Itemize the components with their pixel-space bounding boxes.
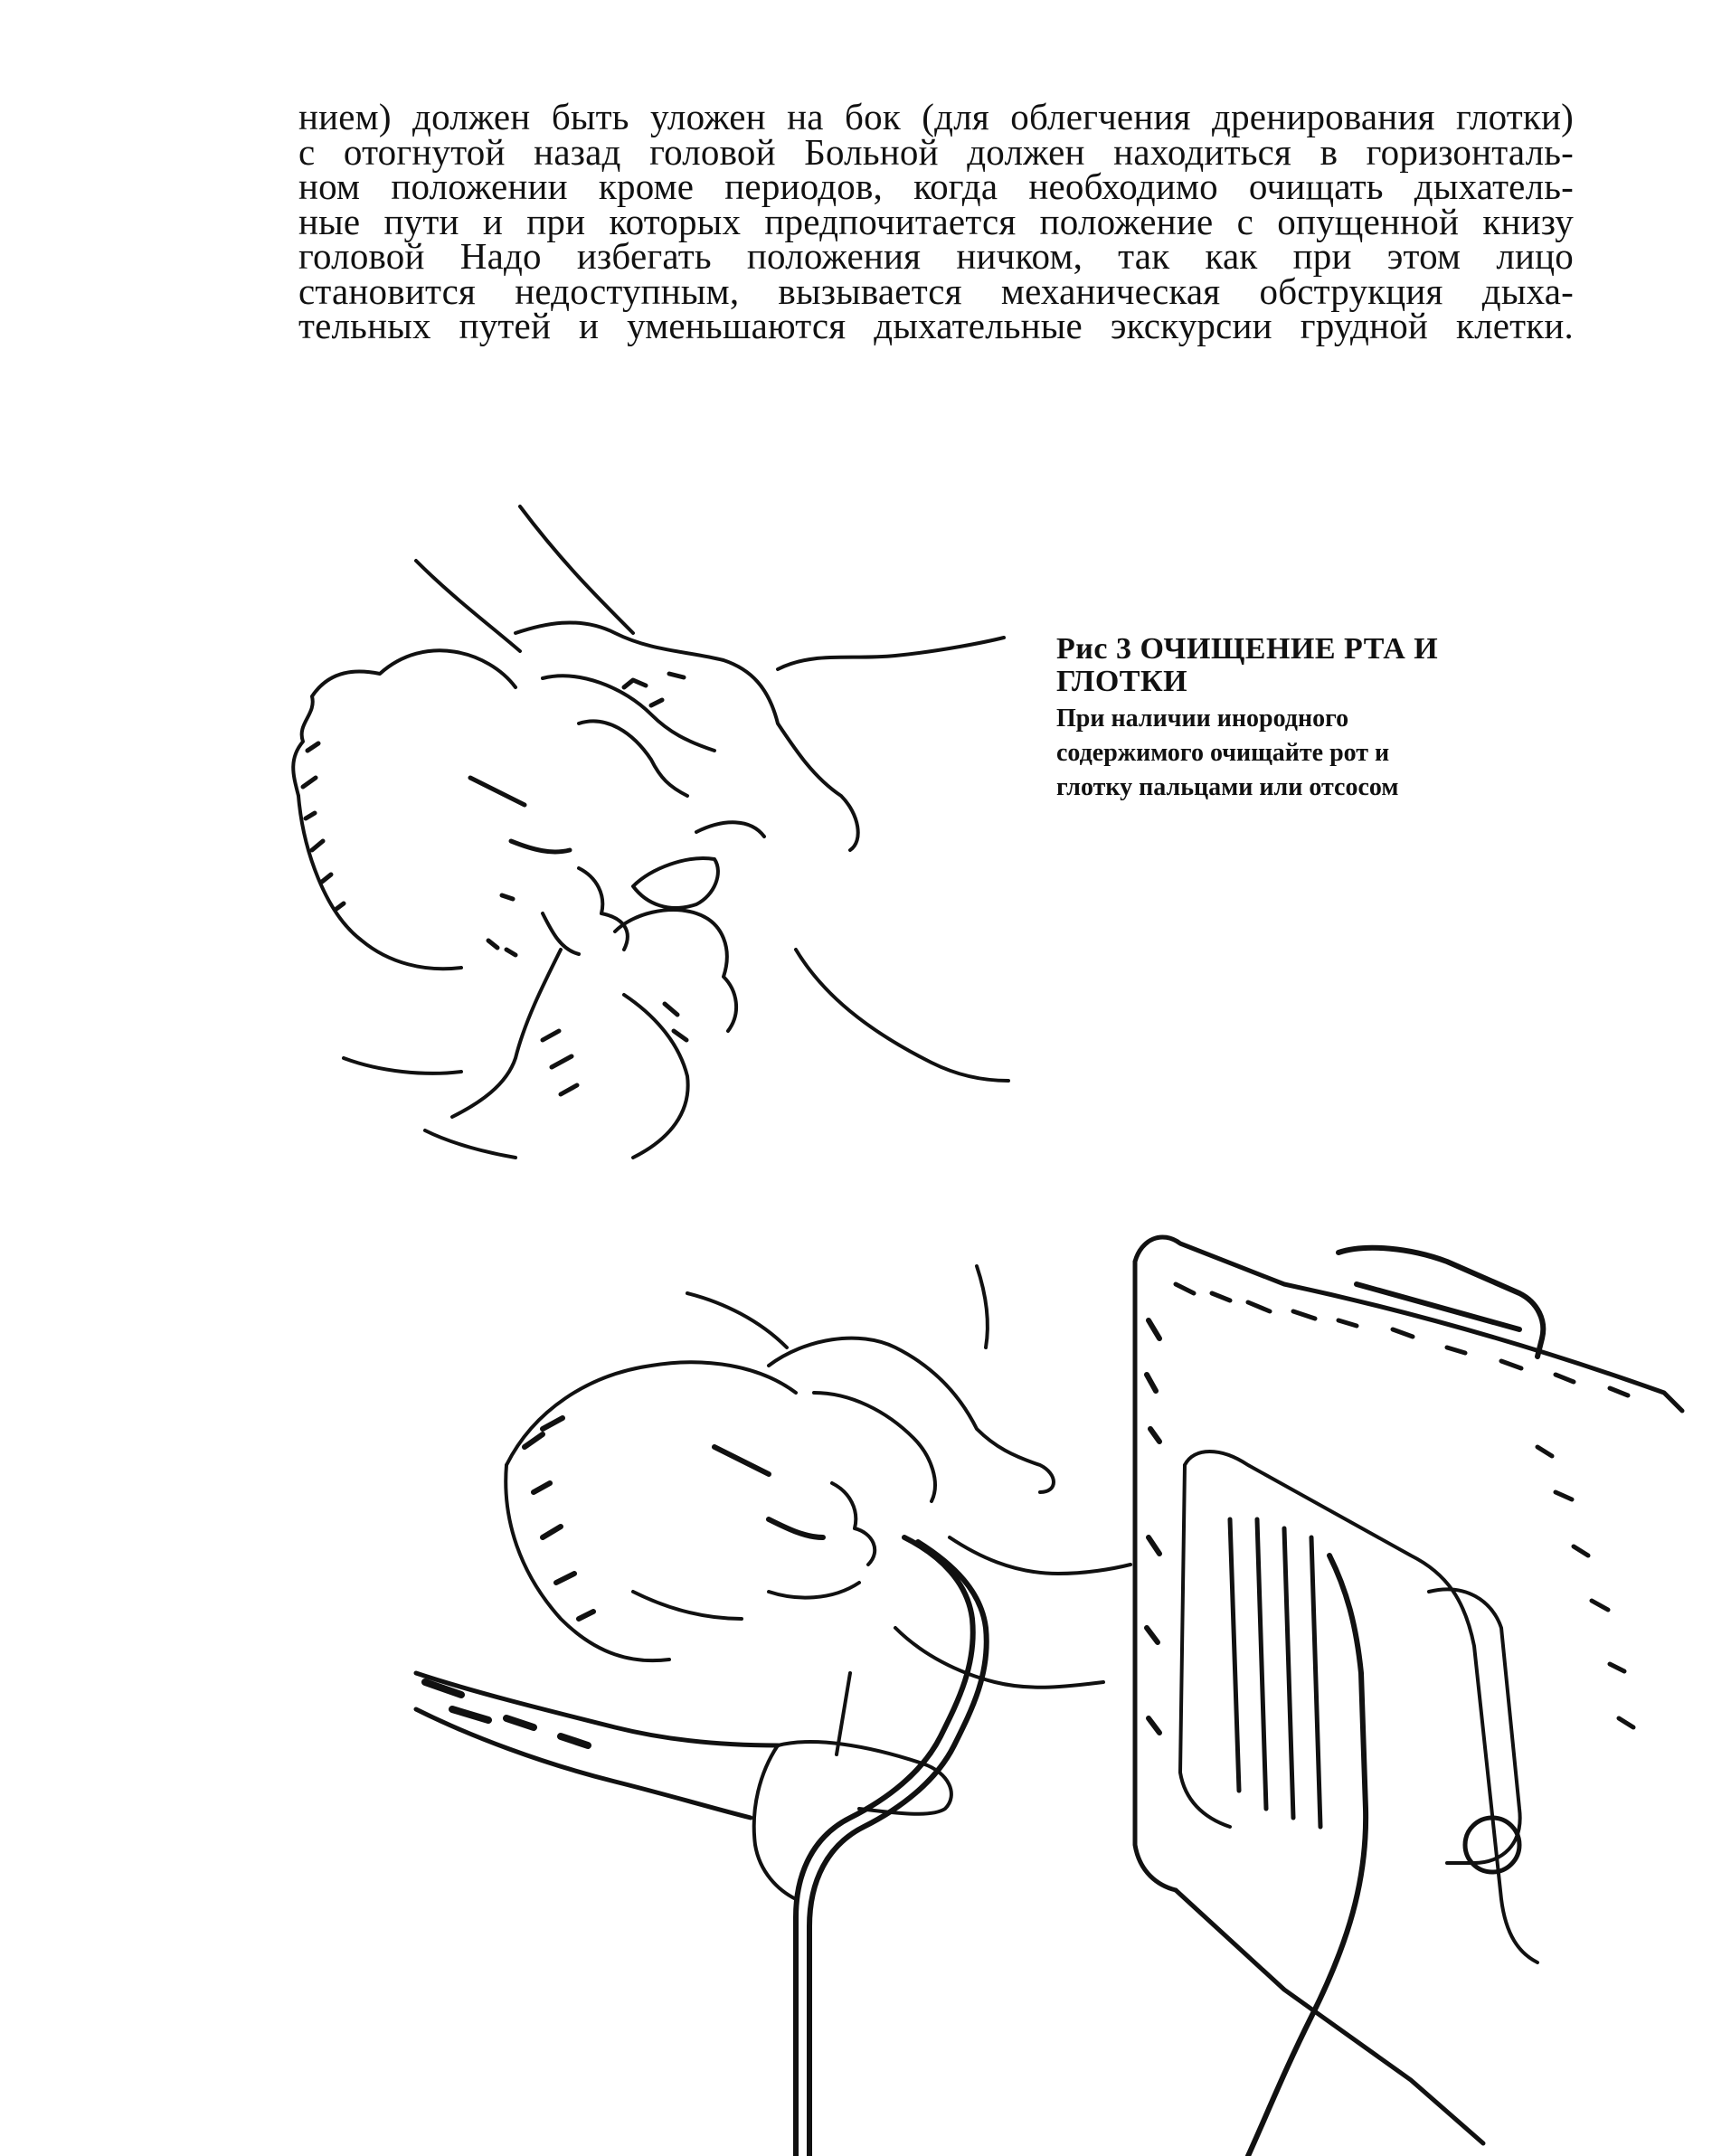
paragraph-line: головой Надо избегать положения ничком, так как при этом лицо — [298, 235, 1574, 277]
top-illustration-manual-clearing — [293, 506, 1008, 1158]
figure-title: Рис 3 ОЧИЩЕНИЕ РТА И ГЛОТКИ — [1056, 632, 1439, 698]
figure-description: При наличии инородного содержимого очищайте рот и глотку пальцами или отсосом — [1056, 704, 1399, 801]
paragraph-line: с отогнутой назад головой Больной должен находиться в горизонталь- — [298, 130, 1574, 173]
paragraph-line: нием) должен быть уложен на бок (для облегчения дренирования глотки) — [298, 96, 1574, 137]
paragraph-line: тельных путей и уменьшаются дыхательные экскурсии грудной клетки. — [298, 305, 1574, 346]
paragraph-line: ном положении кроме периодов, когда необходимо очищать дыхатель- — [298, 165, 1574, 207]
paragraph-line: становится недоступным, вызывается механическая обструкция дыха- — [298, 270, 1574, 312]
bottom-illustration-suction-clearing — [416, 1237, 1682, 2156]
paragraph-line: ные пути и при которых предпочитается положение с опущенной книзу — [298, 200, 1574, 242]
